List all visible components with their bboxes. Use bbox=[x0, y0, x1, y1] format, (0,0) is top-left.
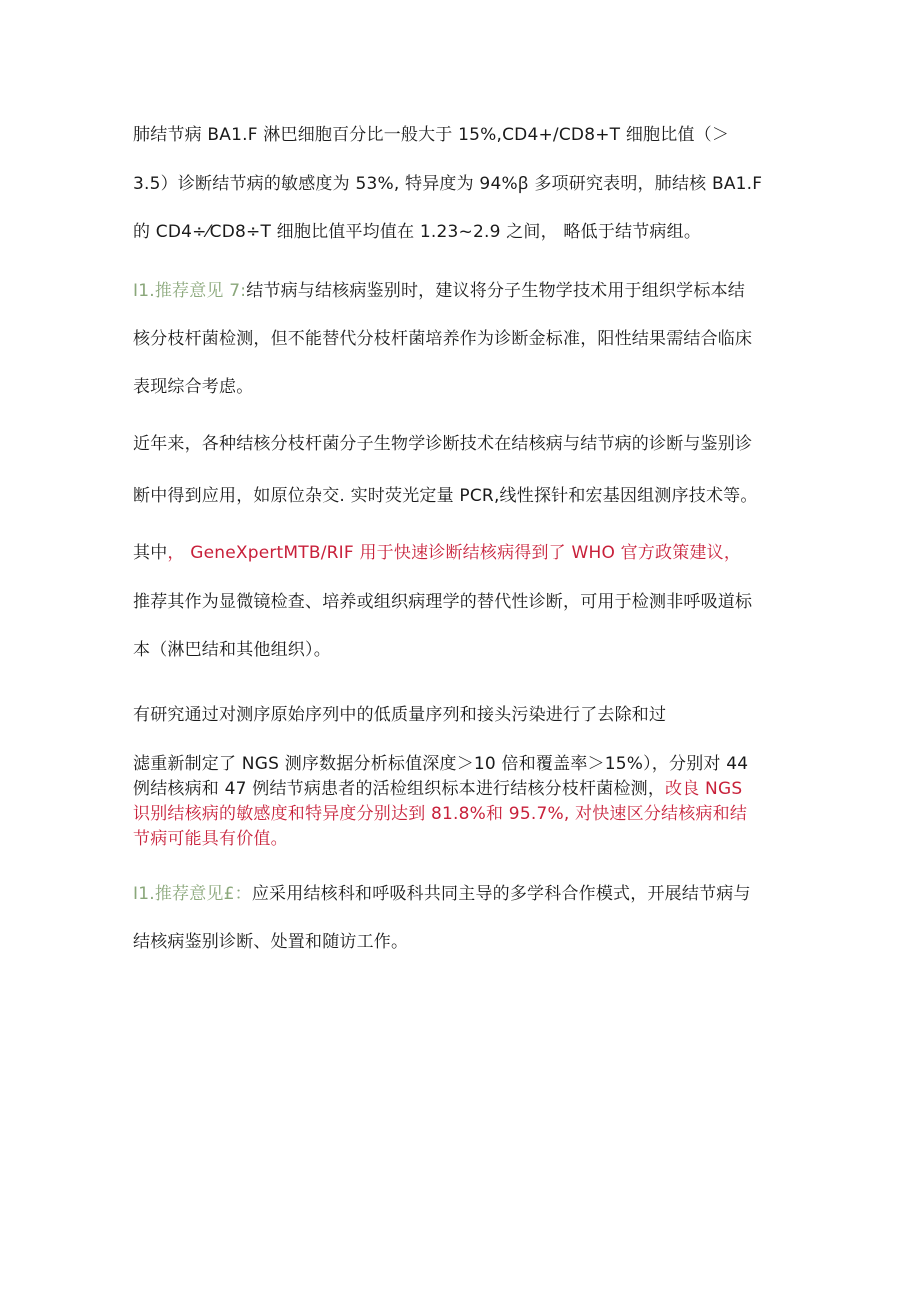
paragraph-1-line-1: 肺结节病 BA1.F 淋巴细胞百分比一般大于 15%,CD4+/CD8+T 细胞比值（＞ bbox=[133, 125, 730, 145]
paragraph-3-highlight: ， GeneXpertMTB/RIF 用于快速诊断结核病得到了 WHO 官方政策建议， bbox=[167, 543, 742, 563]
recommendation-8-text: 应采用结核科和呼吸科共同主导的多学科合作模式，开展结节病与 bbox=[251, 884, 751, 904]
paragraph-2-line-1: 近年来，各种结核分枝杆菌分子生物学诊断技术在结核病与结节病的诊断与鉴别诊 bbox=[133, 434, 753, 454]
paragraph-4-line-2: 滤重新制定了 NGS 测序数据分析标值深度＞10 倍和覆盖率＞15%），分别对 44 bbox=[133, 754, 749, 774]
paragraph-1-line-2: 3.5）诊断结节病的敏感度为 53%, 特异度为 94%ꞵ 多项研究表明，肺结核 BA1.F bbox=[133, 174, 763, 194]
paragraph-3-line-1 bbox=[133, 542, 741, 564]
recommendation-7-line-2: 核分枝杆菌检测，但不能替代分枝杆菌培养作为诊断金标准，阳性结果需结合临床 bbox=[133, 329, 753, 349]
paragraph-4-line-3-highlight: 改良 NGS bbox=[665, 779, 743, 799]
paragraph-3-line-3: 本（淋巴结和其他组织）。 bbox=[133, 640, 331, 660]
paragraph-2-line-2: 断中得到应用，如原位杂交. 实时荧光定量 PCR,线性探针和宏基因组测序技术等。 bbox=[133, 486, 758, 506]
paragraph-4-line-3-text: 例结核病和 47 例结节病患者的活检组织标本进行结核分枝杆菌检测， bbox=[133, 779, 666, 799]
recommendation-7-line-3: 表现综合考虑。 bbox=[133, 377, 254, 397]
recommendation-7-label: I1.推荐意见 7: bbox=[133, 281, 247, 301]
paragraph-1-line-3: 的 CD4÷⁄CD8÷T 细胞比值平均值在 1.23~2.9 之间， 略低于结节病组。 bbox=[133, 222, 702, 242]
paragraph-4-line-3 bbox=[133, 778, 742, 800]
paragraph-3-line-2: 推荐其作为显微镜检查、培养或组织病理学的替代性诊断，可用于检测非呼吸道标 bbox=[133, 592, 753, 612]
recommendation-8-line-2: 结核病鉴别诊断、处置和随访工作。 bbox=[133, 932, 409, 952]
paragraph-4-line-1: 有研究通过对测序原始序列中的低质量序列和接头污染进行了去除和过 bbox=[133, 705, 667, 725]
recommendation-7-line-1 bbox=[133, 280, 745, 302]
recommendation-8-line-1 bbox=[133, 883, 751, 905]
paragraph-3-prefix: 其中 bbox=[133, 543, 168, 563]
paragraph-4-line-5: 节病可能具有价值。 bbox=[133, 829, 288, 849]
paragraph-4-line-4: 识别结核病的敏感度和特异度分别达到 81.8%和 95.7%, 对快速区分结核病和结 bbox=[133, 804, 748, 824]
recommendation-8-label: I1.推荐意见£： bbox=[133, 884, 252, 904]
recommendation-7-text: 结节病与结核病鉴别时，建议将分子生物学技术用于组织学标本结 bbox=[246, 281, 745, 301]
